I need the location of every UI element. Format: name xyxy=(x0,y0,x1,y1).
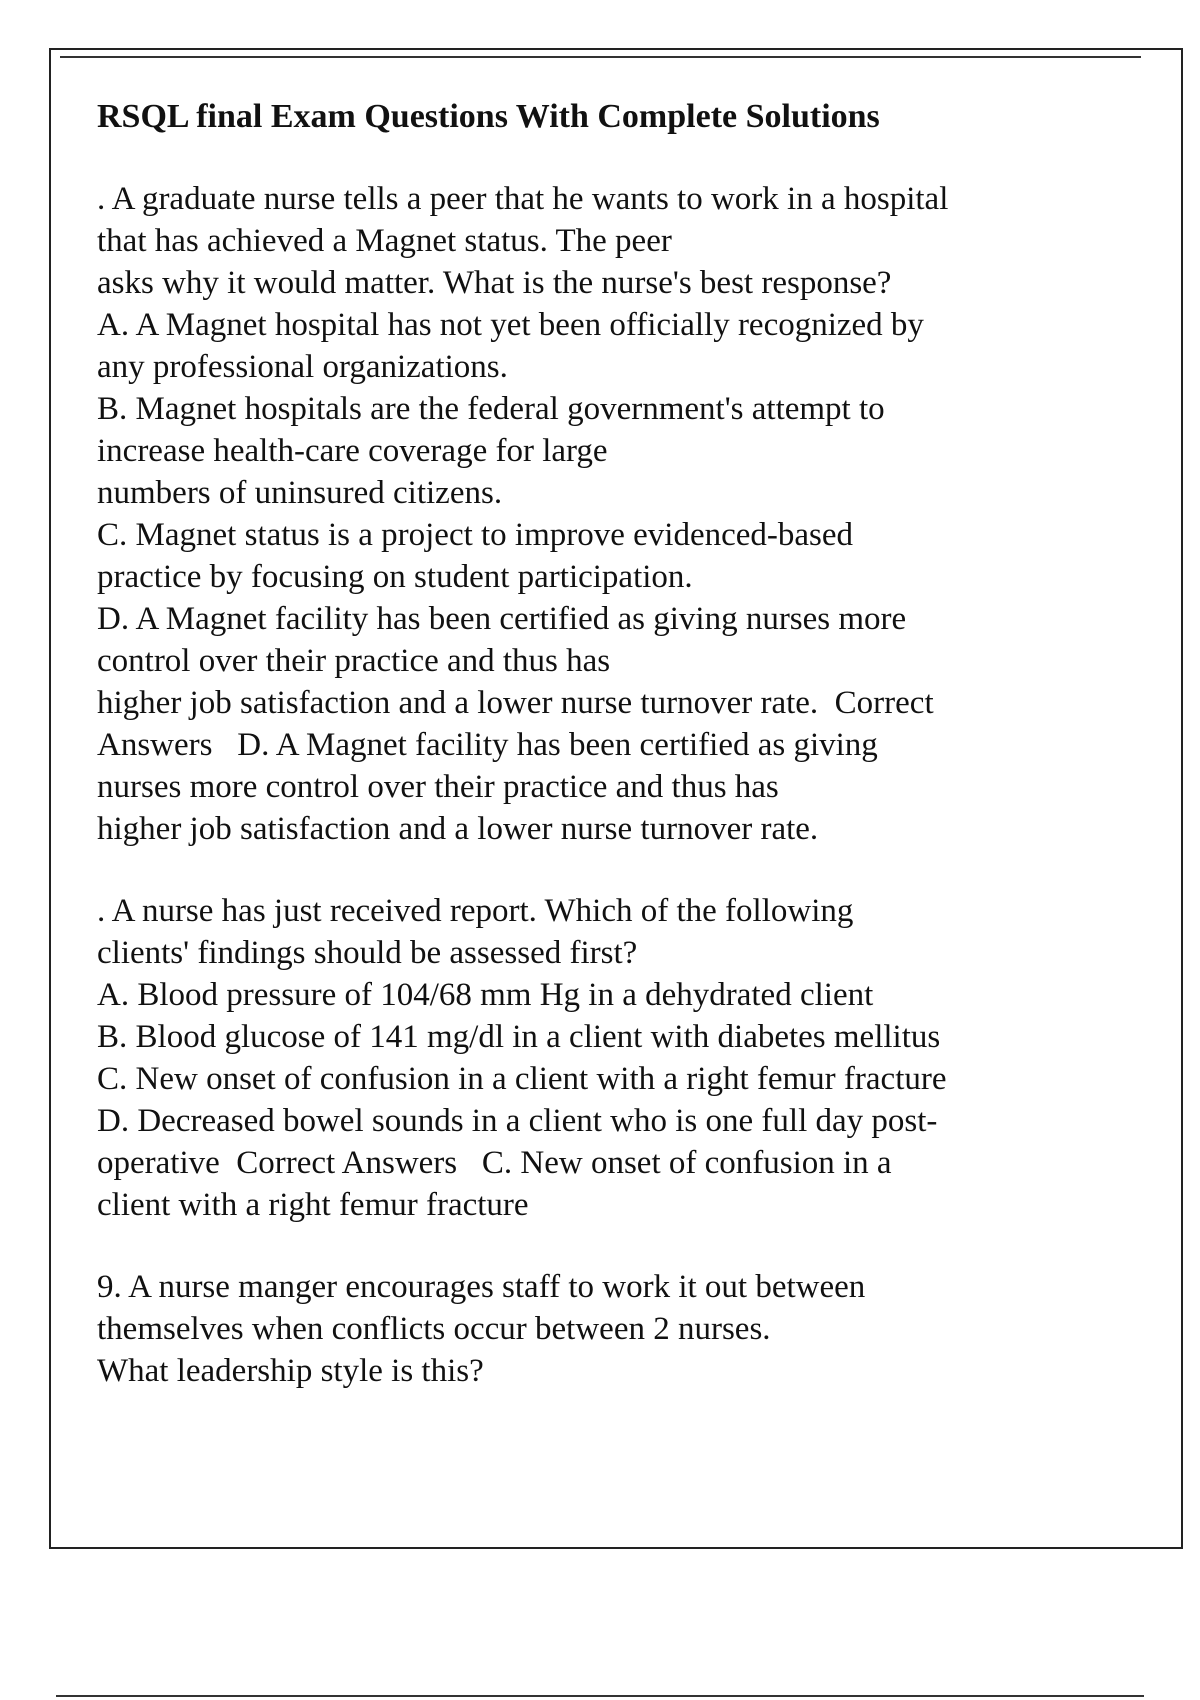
answer-option-line: A. A Magnet hospital has not yet been officially recognized by xyxy=(97,307,924,343)
question-line: clients' findings should be assessed first? xyxy=(97,935,638,971)
correct-answer-line: operative Correct Answers C. New onset of confusion in a xyxy=(97,1145,892,1181)
answer-option-line: D. Decreased bowel sounds in a client who is one full day post- xyxy=(97,1103,938,1139)
document-title: RSQL final Exam Questions With Complete Solutions xyxy=(97,98,880,135)
question-block xyxy=(97,1266,1087,1392)
question-line: . A nurse has just received report. Which of the following xyxy=(97,893,854,929)
question-line: themselves when conflicts occur between 2 nurses. xyxy=(97,1311,771,1347)
question-line: that has achieved a Magnet status. The peer xyxy=(97,223,672,259)
bottom-rule xyxy=(56,1695,1144,1697)
answer-option-line: higher job satisfaction and a lower nurse turnover rate. Correct xyxy=(97,685,934,721)
answer-option-line: D. A Magnet facility has been certified as giving nurses more xyxy=(97,601,907,637)
answer-option-line: A. Blood pressure of 104/68 mm Hg in a dehydrated client xyxy=(97,977,874,1013)
correct-answer-line: nurses more control over their practice and thus has xyxy=(97,769,779,805)
answer-option-line: control over their practice and thus has xyxy=(97,643,611,679)
answer-option-line: practice by focusing on student participation. xyxy=(97,559,693,595)
correct-answer-line: Answers D. A Magnet facility has been certified as giving xyxy=(97,727,878,763)
question-line: asks why it would matter. What is the nurse's best response? xyxy=(97,265,892,301)
answer-option-line: increase health-care coverage for large xyxy=(97,433,608,469)
question-line: . A graduate nurse tells a peer that he wants to work in a hospital xyxy=(97,181,949,217)
question-block xyxy=(97,178,1087,850)
correct-answer-line: higher job satisfaction and a lower nurse turnover rate. xyxy=(97,811,819,847)
answer-option-line: B. Magnet hospitals are the federal government's attempt to xyxy=(97,391,885,427)
answer-option-line: C. New onset of confusion in a client with a right femur fracture xyxy=(97,1061,947,1097)
question-block xyxy=(97,890,1087,1226)
answer-option-line: numbers of uninsured citizens. xyxy=(97,475,503,511)
top-rule xyxy=(60,56,1141,58)
answer-option-line: C. Magnet status is a project to improve evidenced-based xyxy=(97,517,854,553)
question-line: 9. A nurse manger encourages staff to work it out between xyxy=(97,1269,866,1305)
correct-answer-line: client with a right femur fracture xyxy=(97,1187,529,1223)
question-line: What leadership style is this? xyxy=(97,1353,484,1389)
document-body xyxy=(97,96,1087,1432)
answer-option-line: B. Blood glucose of 141 mg/dl in a client with diabetes mellitus xyxy=(97,1019,941,1055)
answer-option-line: any professional organizations. xyxy=(97,349,508,385)
